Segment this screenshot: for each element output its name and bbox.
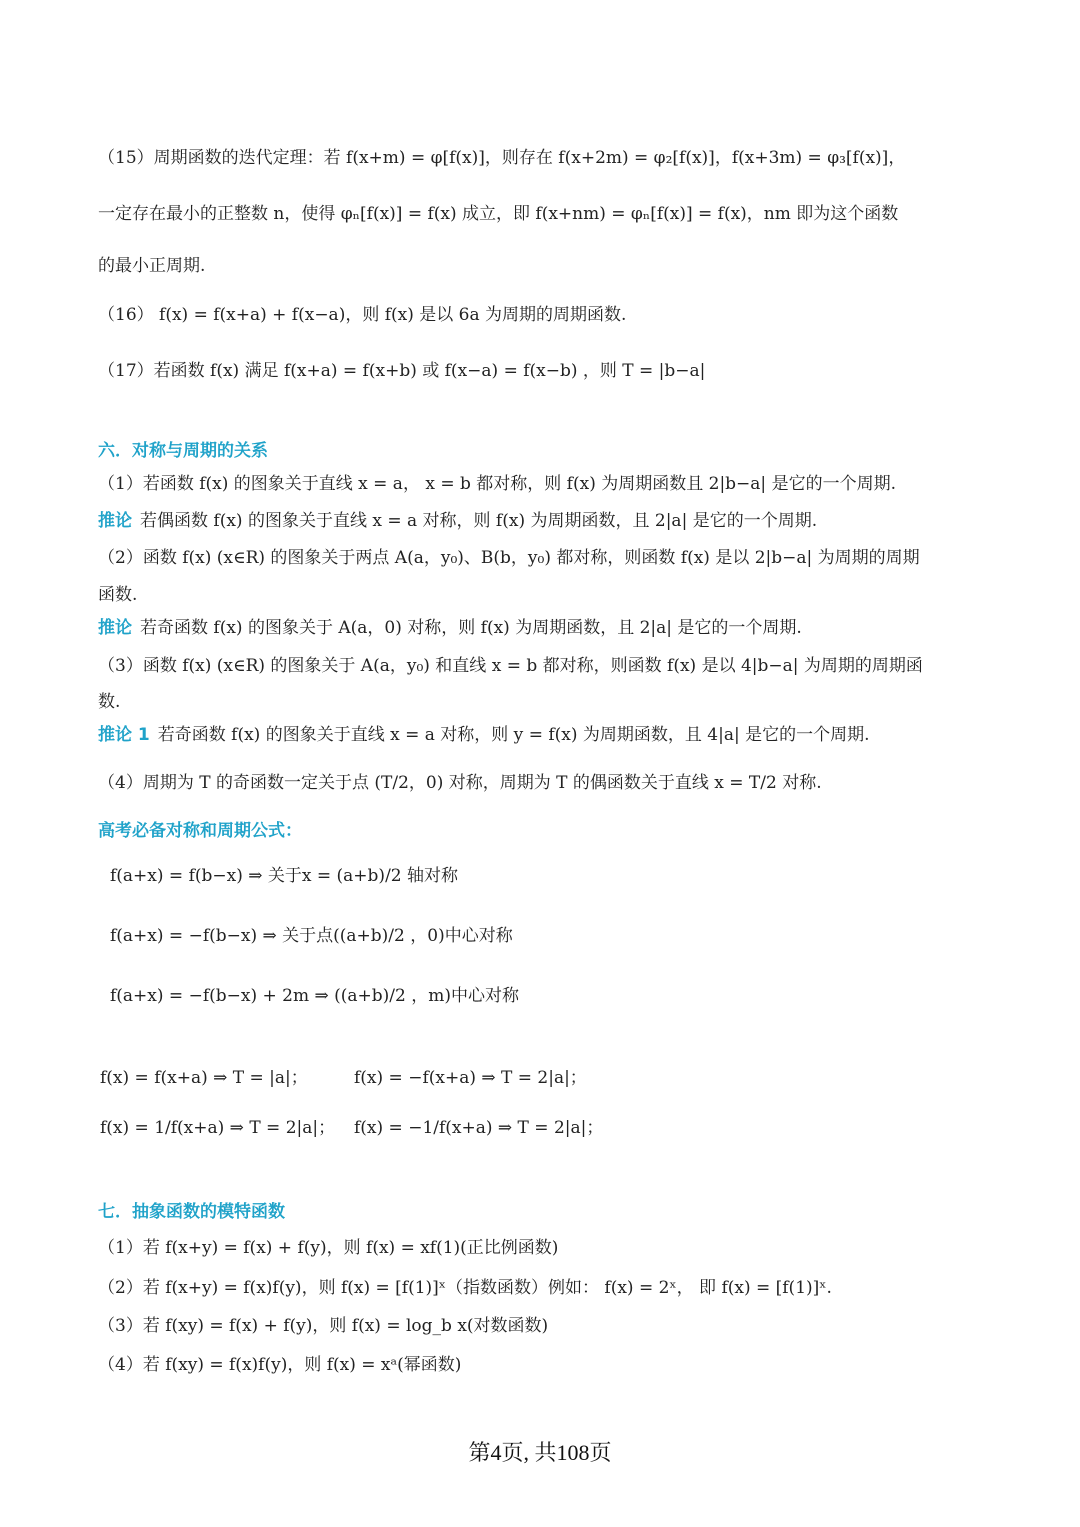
corollary-tag: 推论 xyxy=(98,511,132,531)
para-15-line-1: （15）周期函数的迭代定理：若 f(x+m) = φ[f(x)]，则存在 f(x+2m) = φ₂[f(x)]，f(x+3m) = φ₃[f(x)]， xyxy=(98,148,906,168)
section-6-p2-line-1: （2）函数 f(x) (x∈R) 的图象关于两点 A(a，y₀)、B(b，y₀) 都对称，则函数 f(x) 是以 2|b−a| 为周期的周期 xyxy=(98,548,920,568)
section-6-corollary-3 xyxy=(98,723,1020,747)
section-7-p1: （1）若 f(x+y) = f(x) + f(y)，则 f(x) = xf(1)(正比例函数) xyxy=(98,1238,559,1258)
formula-period-reciprocal: f(x) = 1/f(x+a) ⇒ T = 2|a|； xyxy=(100,1118,336,1138)
corollary-text: 若奇函数 f(x) 的图象关于 A(a，0) 对称，则 f(x) 为周期函数，且 2|a| 是它的一个周期. xyxy=(140,618,802,638)
corollary-text: 若偶函数 f(x) 的图象关于直线 x = a 对称，则 f(x) 为周期函数，且 2|a| 是它的一个周期. xyxy=(140,511,818,531)
section-6-corollary-2 xyxy=(98,616,1020,640)
formula-period-neg-reciprocal: f(x) = −1/f(x+a) ⇒ T = 2|a|； xyxy=(354,1118,604,1138)
page-footer: 第4页, 共108页 xyxy=(468,1440,612,1465)
para-17: （17）若函数 f(x) 满足 f(x+a) = f(x+b) 或 f(x−a) = f(x−b) ，则 T = |b−a| xyxy=(98,361,706,381)
section-7-p2: （2）若 f(x+y) = f(x)f(y)，则 f(x) = [f(1)]ˣ（指数函数）例如： f(x) = 2ˣ， 即 f(x) = [f(1)]ˣ. xyxy=(98,1278,832,1298)
section-6-title: 六．对称与周期的关系 xyxy=(98,441,268,461)
formula-period-neg: f(x) = −f(x+a) ⇒ T = 2|a|； xyxy=(354,1068,587,1088)
section-7-p3: （3）若 f(xy) = f(x) + f(y)，则 f(x) = log_b x(对数函数) xyxy=(98,1316,549,1336)
formulas-title: 高考必备对称和周期公式： xyxy=(98,821,302,841)
section-7-p4: （4）若 f(xy) = f(x)f(y)，则 f(x) = xᵃ(幂函数) xyxy=(98,1355,462,1375)
section-6-p3-line-2: 数. xyxy=(98,692,121,712)
para-15-line-2: 一定存在最小的正整数 n，使得 φₙ[f(x)] = f(x) 成立，即 f(x+nm) = φₙ[f(x)] = f(x)，nm 即为这个函数 xyxy=(98,204,899,224)
section-6-p1: （1）若函数 f(x) 的图象关于直线 x = a， x = b 都对称，则 f(x) 为周期函数且 2|b−a| 是它的一个周期. xyxy=(98,474,896,494)
corollary-tag: 推论 1 xyxy=(98,725,150,745)
para-15-line-3: 的最小正周期. xyxy=(98,256,206,276)
corollary-tag: 推论 xyxy=(98,618,132,638)
para-16: （16） f(x) = f(x+a) + f(x−a)，则 f(x) 是以 6a 为周期的周期函数. xyxy=(98,305,627,325)
section-6-p2-line-2: 函数. xyxy=(98,585,138,605)
section-6-p4: （4）周期为 T 的奇函数一定关于点 (T/2，0) 对称，周期为 T 的偶函数关于直线 x = T/2 对称. xyxy=(98,773,822,793)
formula-axis-symmetry: f(a+x) = f(b−x) ⇒ 关于x = (a+b)/2 轴对称 xyxy=(110,866,459,886)
section-7-title: 七．抽象函数的模特函数 xyxy=(98,1202,285,1222)
section-6-corollary-1 xyxy=(98,509,1020,533)
formula-center-symmetry-m: f(a+x) = −f(b−x) + 2m ⇒ ((a+b)/2 ，m)中心对称 xyxy=(110,986,519,1006)
section-6-p3-line-1: （3）函数 f(x) (x∈R) 的图象关于 A(a，y₀) 和直线 x = b 都对称，则函数 f(x) 是以 4|b−a| 为周期的周期函 xyxy=(98,656,923,676)
formula-period-a: f(x) = f(x+a) ⇒ T = |a|； xyxy=(100,1068,308,1088)
corollary-text: 若奇函数 f(x) 的图象关于直线 x = a 对称，则 y = f(x) 为周期函数，且 4|a| 是它的一个周期. xyxy=(157,725,870,745)
formula-center-symmetry: f(a+x) = −f(b−x) ⇒ 关于点((a+b)/2 ，0)中心对称 xyxy=(110,926,513,946)
